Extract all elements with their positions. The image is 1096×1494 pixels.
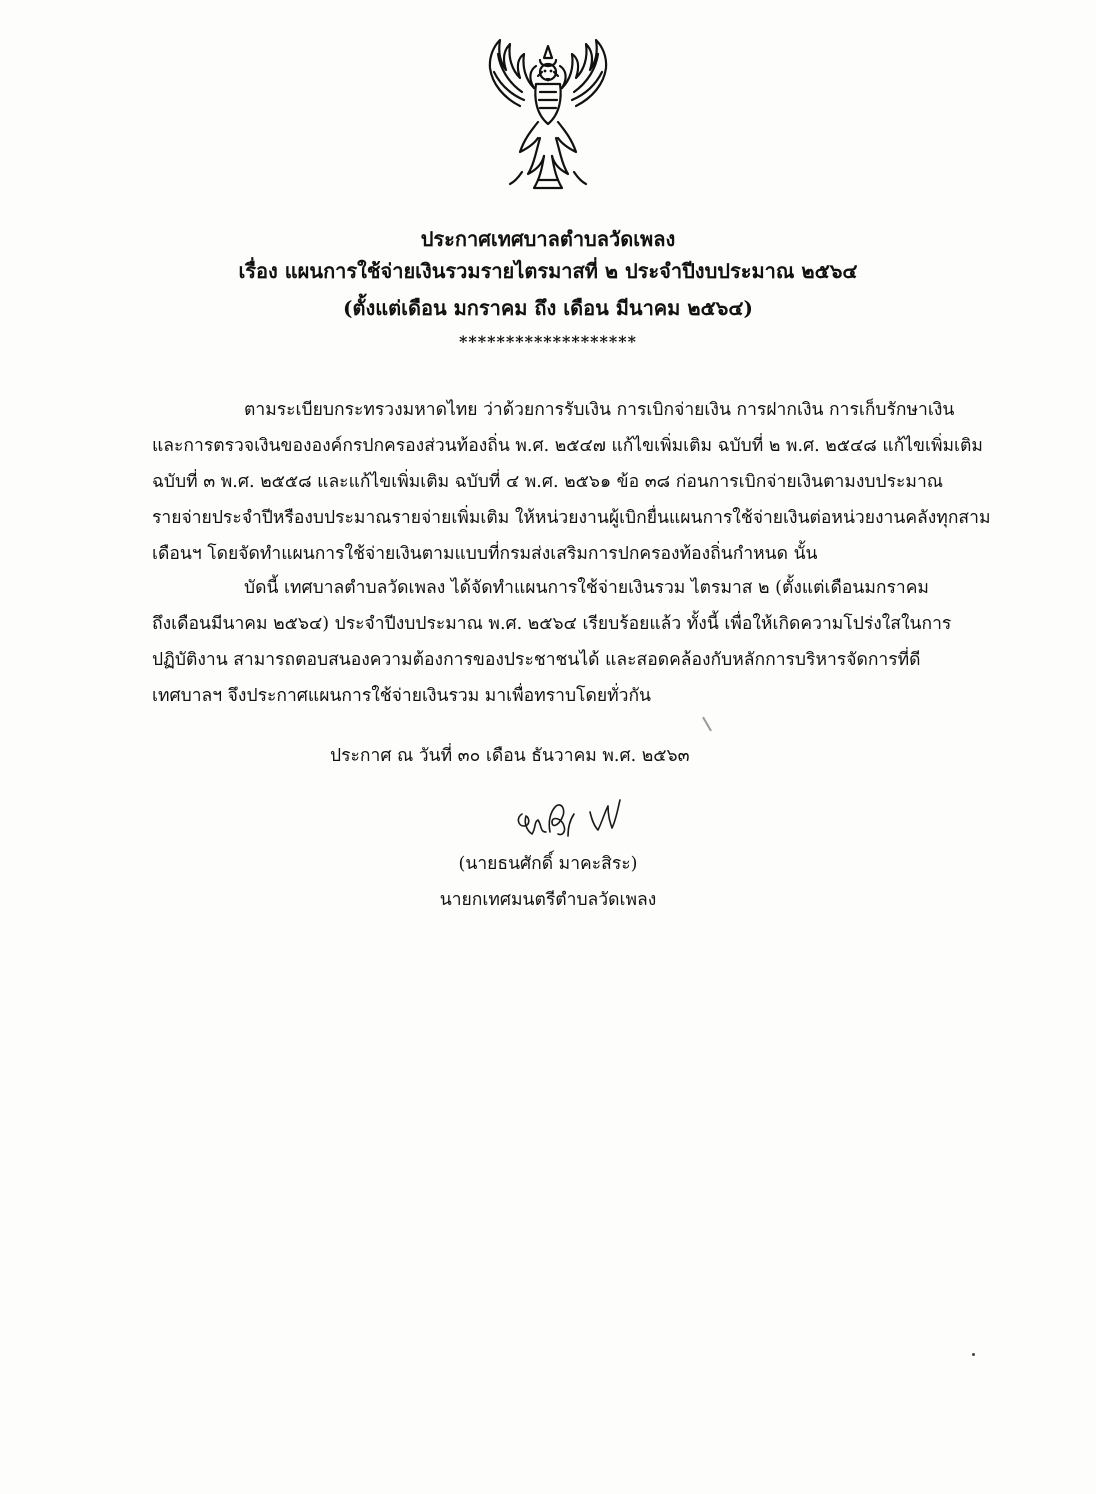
paragraph-line: ปฏิบัติงาน สามารถตอบสนองความต้องการของประชาชนได้ และสอดคล้องกับหลักการบริหารจัดการที่ดี bbox=[152, 650, 921, 670]
paragraph-line: เดือนฯ โดยจัดทำแผนการใช้จ่ายเงินตามแบบที่กรมส่งเสริมการปกครองท้องถิ่นกำหนด นั้น bbox=[152, 544, 818, 564]
body-paragraph-1 bbox=[152, 392, 991, 572]
paragraph-line: และการตรวจเงินขององค์กรปกครองส่วนท้องถิ่น พ.ศ. ๒๕๔๗ แก้ไขเพิ่มเติม ฉบับที่ ๒ พ.ศ. ๒๕๔๘ แก้ไขเพิ่มเติม bbox=[152, 436, 983, 456]
signer-position: นายกเทศมนตรีตำบลวัดเพลง bbox=[439, 890, 657, 910]
announcement-subject: เรื่อง แผนการใช้จ่ายเงินรวมรายไตรมาสที่ ๒ ประจำปีงบประมาณ ๒๕๖๔ bbox=[238, 259, 858, 283]
asterisk-separator: ******************* bbox=[459, 332, 637, 351]
scan-mark bbox=[702, 717, 712, 732]
body-paragraph-2 bbox=[152, 570, 982, 714]
announcement-period: (ตั้งแต่เดือน มกราคม ถึง เดือน มีนาคม ๒๕๖๔) bbox=[343, 296, 753, 320]
paragraph-line: ฉบับที่ ๓ พ.ศ. ๒๕๕๘ และแก้ไขเพิ่มเติม ฉบับที่ ๔ พ.ศ. ๒๕๖๑ ข้อ ๓๘ ก่อนการเบิกจ่ายเงินตามงบประมาณ bbox=[152, 472, 944, 492]
scan-speck bbox=[972, 1353, 975, 1356]
garuda-emblem-icon bbox=[478, 28, 618, 196]
paragraph-line: บัดนี้ เทศบาลตำบลวัดเพลง ได้จัดทำแผนการใช้จ่ายเงินรวม ไตรมาส ๒ (ตั้งแต่เดือนมกราคม bbox=[244, 578, 929, 598]
paragraph-line: ตามระเบียบกระทรวงมหาดไทย ว่าด้วยการรับเงิน การเบิกจ่ายเงิน การฝากเงิน การเก็บรักษาเงิน bbox=[244, 400, 955, 420]
paragraph-line: เทศบาลฯ จึงประกาศแผนการใช้จ่ายเงินรวม มาเพื่อทราบโดยทั่วกัน bbox=[152, 686, 651, 706]
handwritten-signature-icon bbox=[512, 792, 627, 847]
signer-name: (นายธนศักดิ์ มาคะสิระ) bbox=[458, 854, 638, 874]
paragraph-line: รายจ่ายประจำปีหรืองบประมาณรายจ่ายเพิ่มเติม ให้หน่วยงานผู้เบิกยื่นแผนการใช้จ่ายเงินต่อหน่วยงานคลังทุกสาม bbox=[152, 508, 991, 528]
paragraph-line: ถึงเดือนมีนาคม ๒๕๖๔) ประจำปีงบประมาณ พ.ศ. ๒๕๖๔ เรียบร้อยแล้ว ทั้งนี้ เพื่อให้เกิดความโปร่งใสในการ bbox=[152, 614, 952, 634]
announcement-title: ประกาศเทศบาลตำบลวัดเพลง bbox=[420, 227, 676, 251]
announcement-date: ประกาศ ณ วันที่ ๓๐ เดือน ธันวาคม พ.ศ. ๒๕๖๓ bbox=[330, 746, 690, 766]
